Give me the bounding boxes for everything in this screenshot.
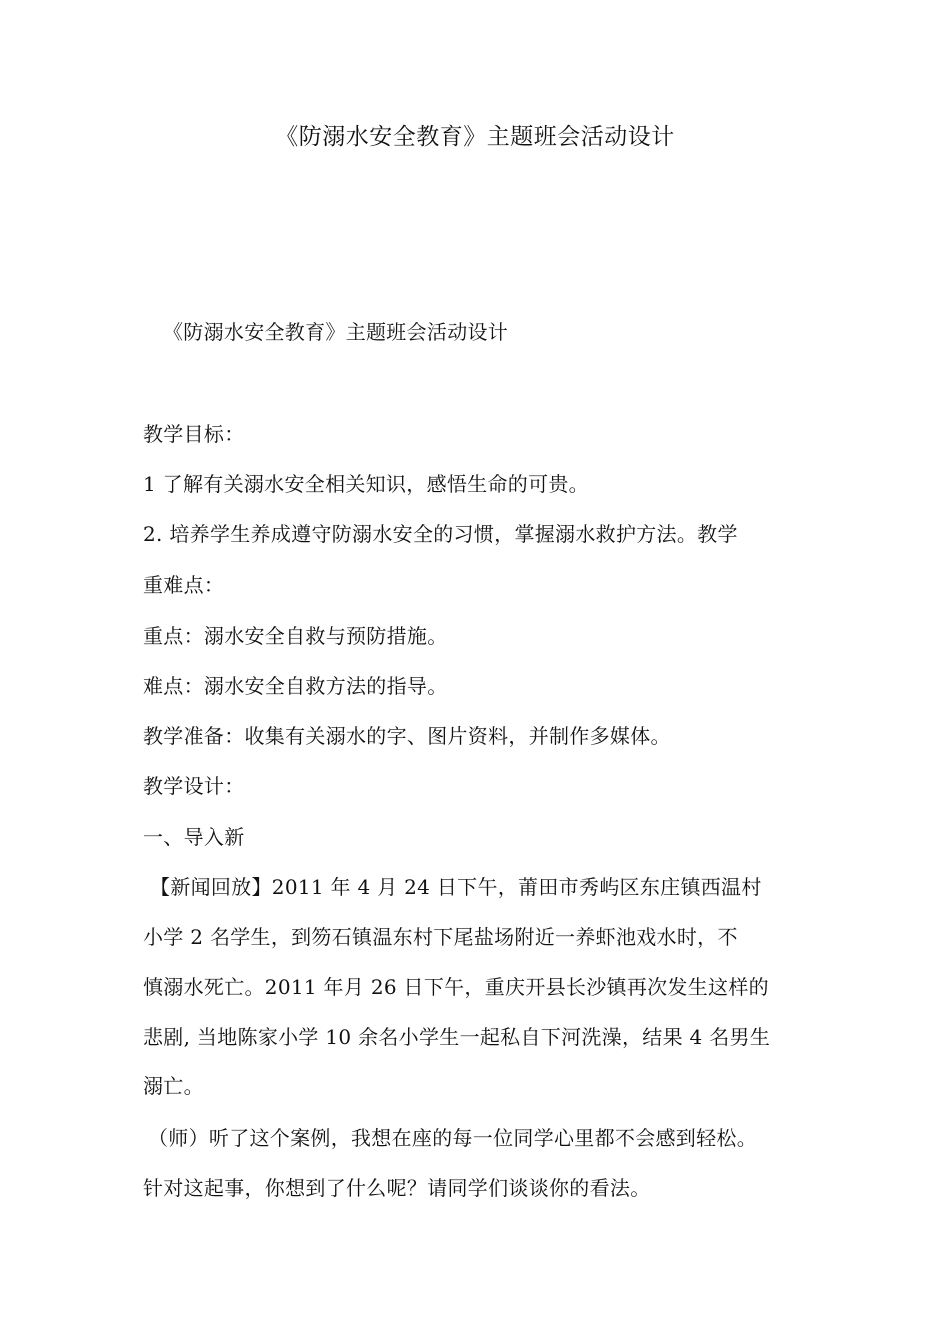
text-line: 悲剧, 当地陈家小学 10 余名小学生一起私自下河洗澡，结果 4 名男生 [143,1025,771,1049]
text-line: 小学 2 名学生，到笏石镇温东村下尾盐场附近一养虾池戏水时，不 [143,925,738,949]
text-line: 难点：溺水安全自救方法的指导。 [143,674,448,698]
text-line: 溺亡。 [143,1074,204,1098]
text-line: 一、导入新 [143,825,245,849]
text-line: （师）听了这个案例，我想在座的每一位同学心里都不会感到轻松。 [148,1126,757,1150]
text-line: 教学目标： [143,422,245,446]
document-subtitle: 《防溺水安全教育》主题班会活动设计 [163,320,509,344]
text-line: 重难点： [143,573,225,597]
text-line: 1 了解有关溺水安全相关知识，感悟生命的可贵。 [143,472,589,496]
text-line: 【新闻回放】2011 年 4 月 24 日下午，莆田市秀屿区东庄镇西温村 [150,875,762,899]
text-line: 慎溺水死亡。2011 年月 26 日下午，重庆开县长沙镇再次发生这样的 [143,975,769,999]
text-line: 重点：溺水安全自救与预防措施。 [143,624,448,648]
text-line: 针对这起事，你想到了什么呢？请同学们谈谈你的看法。 [143,1176,651,1200]
text-line: 2. 培养学生养成遵守防溺水安全的习惯，掌握溺水救护方法。教学 [143,522,738,546]
text-line: 教学准备：收集有关溺水的字、图片资料，并制作多媒体。 [143,724,671,748]
document-title: 《防溺水安全教育》主题班会活动设计 [275,124,675,150]
text-line: 教学设计： [143,774,245,798]
